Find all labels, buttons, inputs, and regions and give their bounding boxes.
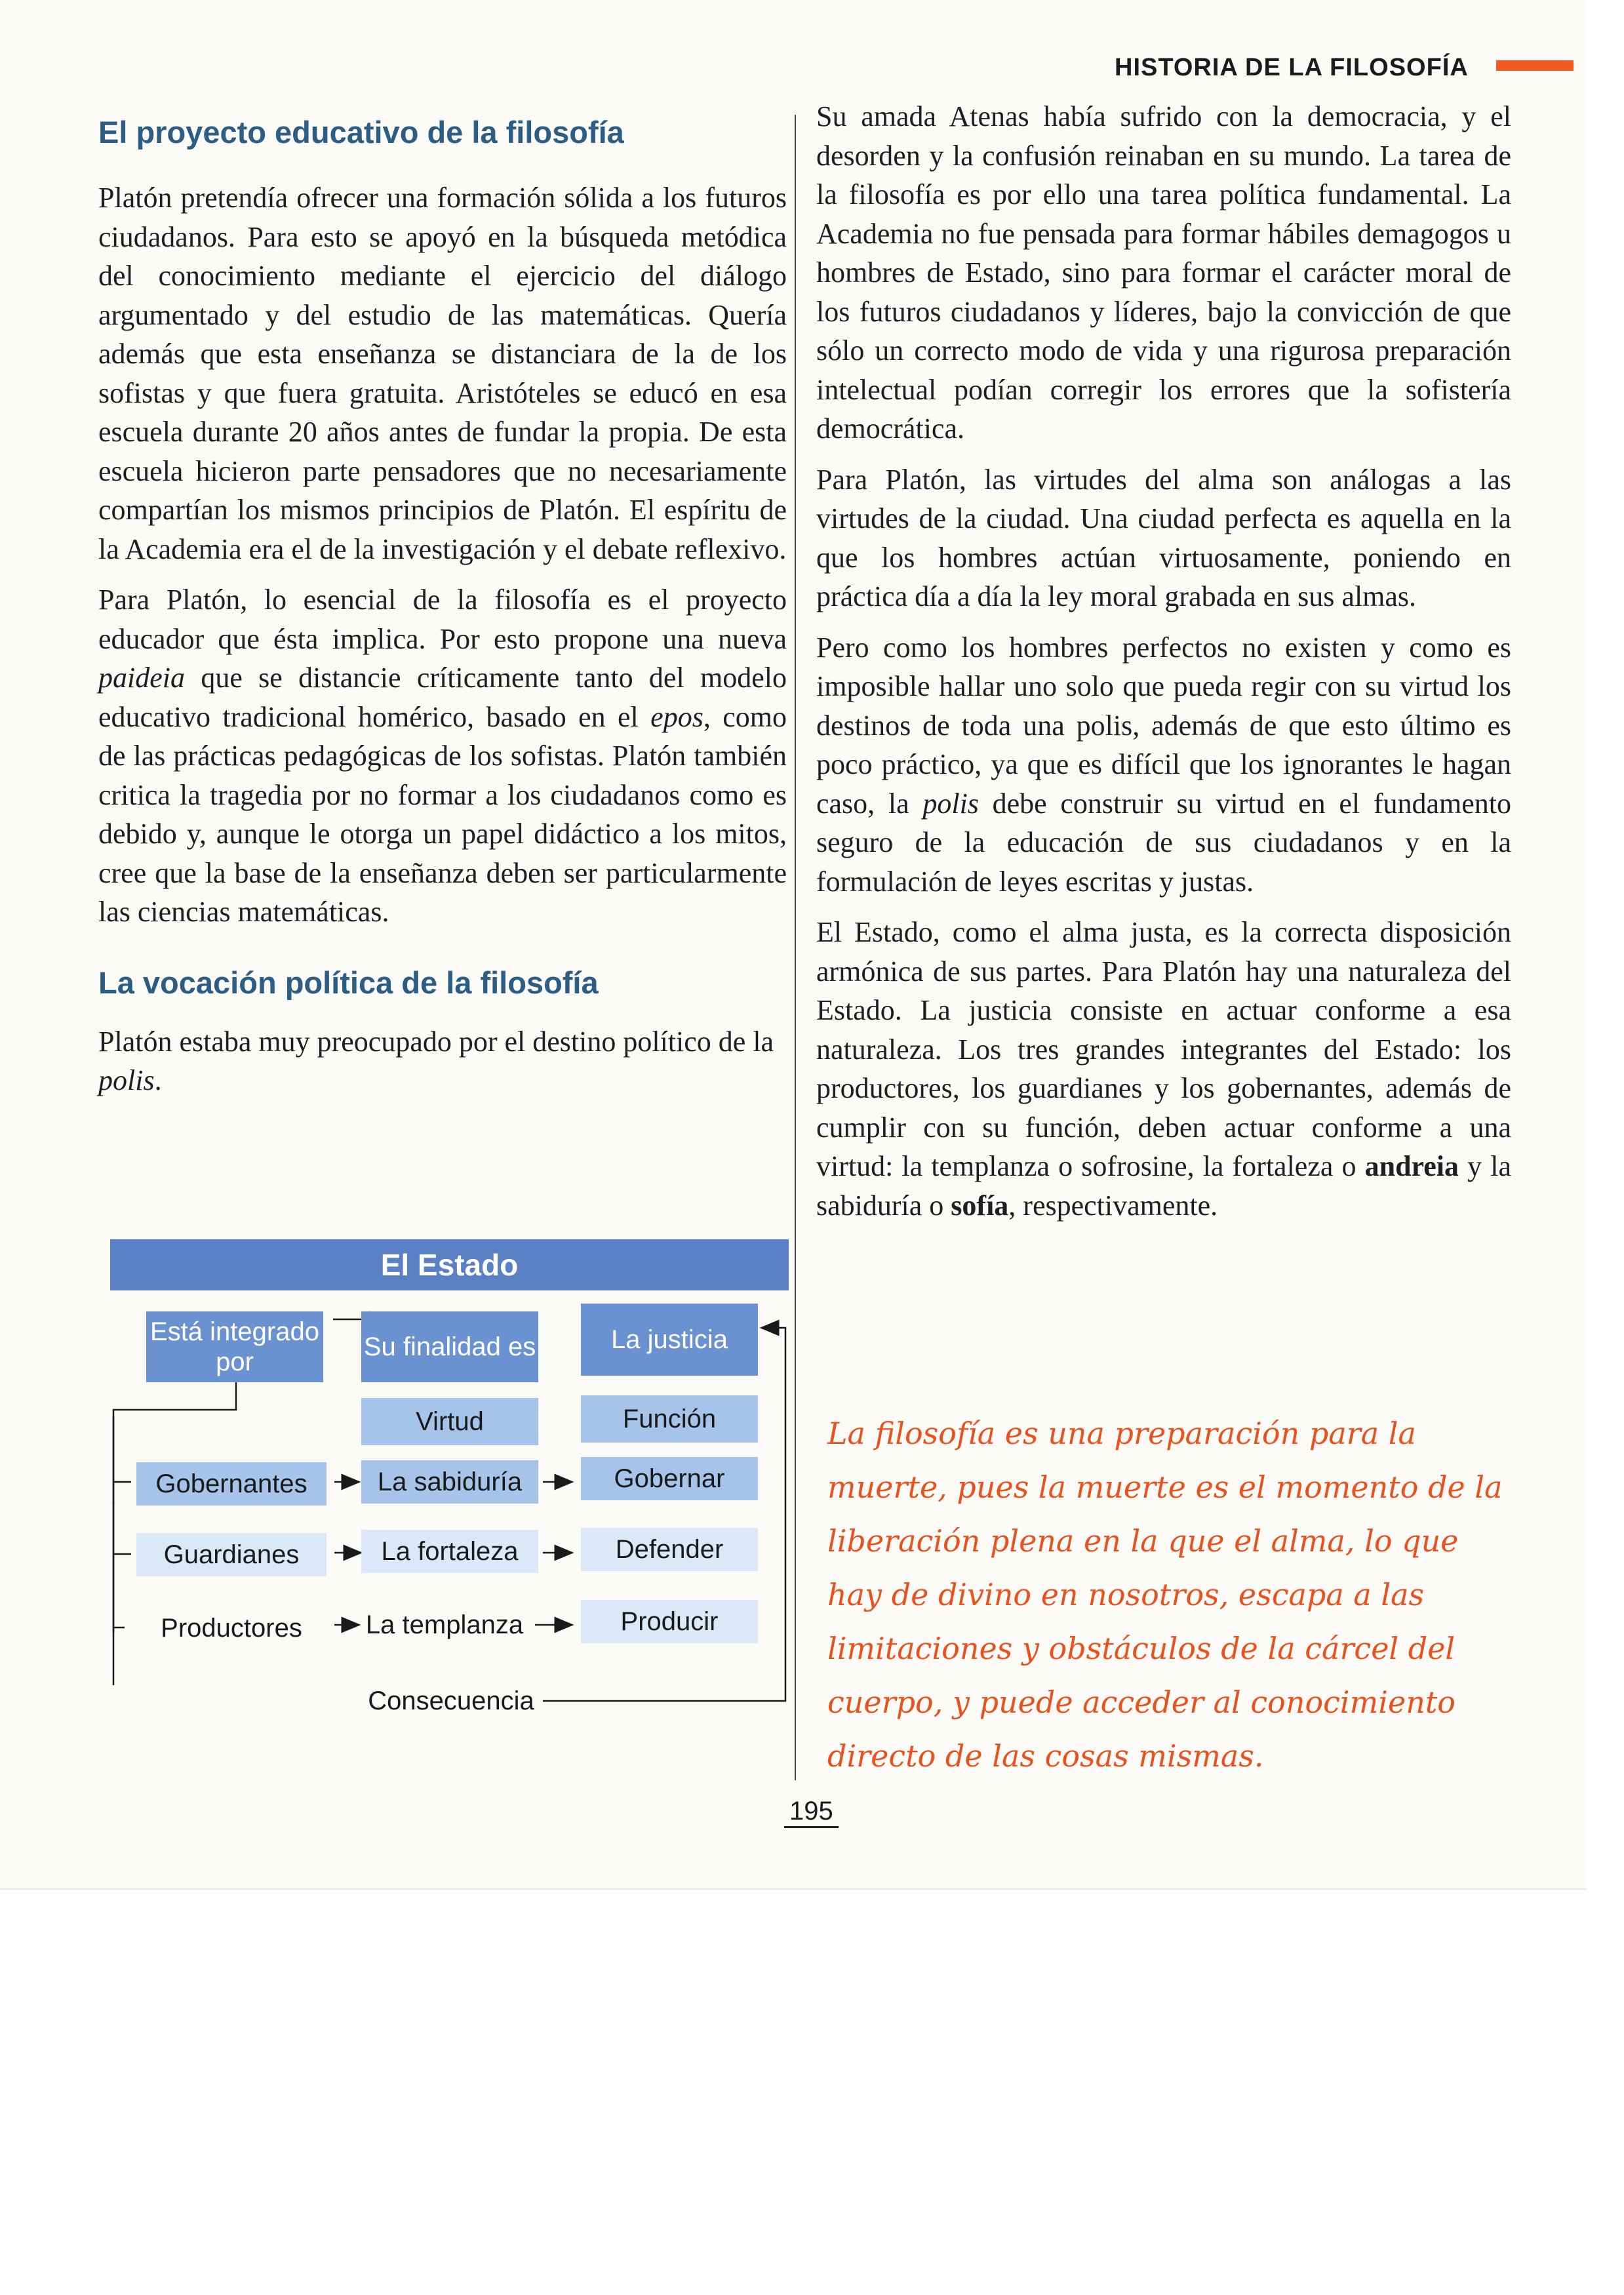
grupo-gobernantes [136, 1462, 327, 1506]
paragraph [816, 913, 1511, 1225]
italic-term: polis [922, 787, 979, 820]
virtud-value: La sabiduría [377, 1467, 523, 1496]
justicia-label: La justicia [611, 1325, 728, 1354]
justicia-box [581, 1304, 758, 1376]
funcion-gobernar [581, 1457, 758, 1500]
column-divider [795, 115, 796, 1780]
italic-term: epos [650, 700, 703, 733]
virtud-fortaleza [361, 1530, 538, 1573]
paragraph [98, 1022, 787, 1100]
virtud-templanza [356, 1603, 533, 1646]
funcion-producir [581, 1600, 758, 1643]
paragraph: Platón pretendía ofrecer una formación sólida a los futuros ciudadanos. Para esto se apoyó en la búsqueda metódica del conocimiento mediante el ejercicio del diálogo argumentado y del estudio de las matemáticas. Quería además que esta enseñanza se distanciara de la de los sofistas y que fuera gratuita. Aristóteles se educó en esa escuela durante 20 años antes de fundar la propia. De esta escuela hicieron parte pensadores que no necesariamente compartían los mismos principios de Platón. El espíritu de la Academia era el de la investigación y el debate reflexivo. [98, 182, 787, 565]
text-span: , como de las prácticas pedagógicas de los sofistas. Platón también critica la tragedia por no formar a los ciudadanos como es debido y, aunque le otorga un papel didáctico a los mitos, cree que la base de la enseñanza deben ser particularmente las ciencias matemáticas. [98, 700, 787, 928]
section-title-educativo: El proyecto educativo de la filosofía [98, 115, 624, 150]
consecuencia-text: Consecuencia [368, 1686, 534, 1715]
virtud-sabiduria [361, 1460, 538, 1504]
funcion-defender [581, 1528, 758, 1571]
text-span: que se distancie críticamente tanto del modelo educativo tradicional homérico, basado en el [98, 662, 787, 733]
text-span: , respectivamente. [1008, 1189, 1218, 1222]
grupo-productores [136, 1606, 327, 1650]
text-span: Platón estaba muy preocupado por el destino político de la [98, 1025, 774, 1058]
pull-quote: La filosofía es una preparación para la muerte, pues la muerte es el momento de la liberación plena en la que el alma, lo que hay de divino en nosotros, escapa a las limitaciones y obstáculos de la cárcel del cuerpo, y puede acceder al conocimiento directo de las cosas mismas. [827, 1416, 1503, 1774]
grupo-guardianes [136, 1533, 327, 1576]
page-number: 195 [784, 1797, 839, 1828]
diagram-title: El Estado [110, 1239, 789, 1290]
grupo-label: Productores [161, 1614, 302, 1643]
funcion-value: Producir [620, 1607, 719, 1636]
text-span: El Estado, como el alma justa, es la correcta disposición armónica de sus partes. Para Platón hay una naturaleza del Estado. La justicia consiste en actuar conforme a esa naturaleza. Los tres grandes integrantes del Estado: los productores, los guardianes y los gobernantes, además de cumplir con su función, deben actuar conforme a una virtud: la templanza o sofrosine, la fortaleza o [816, 916, 1511, 1182]
virtud-value: La fortaleza [381, 1537, 519, 1566]
virtud-value: La templanza [365, 1610, 524, 1639]
integrado-label: Está integrado por [150, 1317, 319, 1376]
text-span: Pero como los hombres perfectos no existen y como es imposible hallar uno solo que pueda regir con su virtud los destinos de toda una polis, además de que esto último es poco práctico, ya que es difícil que los ignorantes le hagan caso, la [816, 631, 1511, 820]
bold-term: sofía [951, 1189, 1009, 1222]
consecuencia-label [363, 1681, 540, 1721]
funcion-value: Defender [615, 1535, 724, 1564]
funcion-value: Gobernar [614, 1464, 725, 1493]
text-span: debe construir su virtud en el fundamento seguro de la educación de sus ciudadanos y en la formulación de leyes escritas y justas. [816, 787, 1512, 898]
estado-diagram [110, 1239, 789, 1790]
paragraph [98, 580, 787, 932]
funcion-label: Función [622, 1405, 717, 1433]
text-span: Para Platón, lo esencial de la filosofía es el proyecto educador que ésta implica. Por esto propone una nueva [98, 584, 787, 655]
paragraph: Su amada Atenas había sufrido con la democracia, y el desorden y la confusión reinaban en su mundo. La tarea de la filosofía es por ello una tarea política fundamental. La Academia no fue pensada para formar hábiles demagogos u hombres de Estado, sino para formar el carácter moral de los futuros ciudadanos y líderes, bajo la convicción de que sólo un correcto modo de vida y una rigurosa preparación intelectual podían corregir los errores que la sofistería democrática. [816, 100, 1511, 445]
virtud-label: Virtud [416, 1407, 484, 1436]
section-title-politica: La vocación política de la filosofía [98, 965, 599, 1000]
italic-term: paideia [98, 662, 185, 694]
running-head-accent-bar [1496, 60, 1574, 71]
left-column [98, 105, 787, 1112]
italic-term: polis [98, 1064, 155, 1096]
running-head: HISTORIA DE LA FILOSOFÍA [1115, 54, 1469, 81]
right-column [816, 97, 1511, 1237]
integrado-box [146, 1311, 323, 1382]
bold-term: andreia [1364, 1150, 1459, 1182]
grupo-label: Guardianes [163, 1540, 300, 1569]
finalidad-label: Su finalidad es [363, 1332, 536, 1361]
funcion-header [581, 1395, 758, 1443]
grupo-label: Gobernantes [155, 1469, 307, 1498]
paragraph [816, 628, 1511, 902]
paragraph: Para Platón, las virtudes del alma son análogas a las virtudes de la ciudad. Una ciudad perfecta es aquella en la que los hombres actúan virtuosamente, poniendo en práctica día a día la ley moral grabada en sus almas. [816, 463, 1511, 612]
finalidad-box [361, 1311, 538, 1382]
text-span: y la sabiduría o [816, 1150, 1511, 1222]
text-span: . [154, 1064, 162, 1096]
virtud-header [361, 1398, 538, 1445]
